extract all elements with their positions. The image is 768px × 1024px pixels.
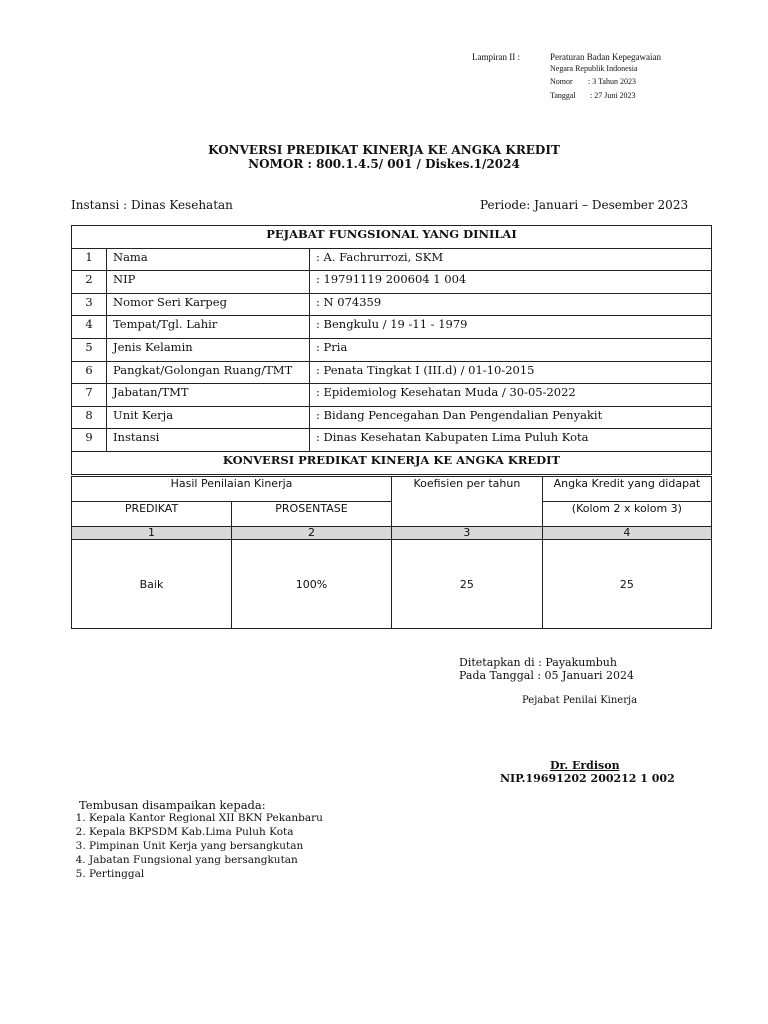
prosentase-value: 100% bbox=[232, 540, 392, 629]
ditetapkan-line: Ditetapkan di : Payakumbuh bbox=[459, 656, 617, 669]
document-title: KONVERSI PREDIKAT KINERJA KE ANGKA KREDIT bbox=[208, 143, 560, 157]
tembusan-heading: Tembusan disampaikan kepada: bbox=[79, 798, 266, 812]
row-number: 3 bbox=[72, 293, 107, 316]
row-number: 1 bbox=[72, 248, 107, 271]
tembusan-list bbox=[71, 811, 323, 881]
pejabat-penilai-label: Pejabat Penilai Kinerja bbox=[522, 695, 638, 706]
table-row bbox=[72, 271, 712, 294]
predikat-header: PREDIKAT bbox=[72, 502, 232, 527]
lampiran-line1: Peraturan Badan Kepegawaian bbox=[550, 52, 661, 62]
table-row bbox=[72, 248, 712, 271]
row-value: : A. Fachrurrozi, SKM bbox=[310, 248, 712, 271]
koefisien-value: 25 bbox=[392, 540, 543, 629]
row-number: 8 bbox=[72, 406, 107, 429]
row-number: 5 bbox=[72, 338, 107, 361]
table-row bbox=[72, 338, 712, 361]
row-value: : Penata Tingkat I (III.d) / 01-10-2015 bbox=[310, 361, 712, 384]
table-row bbox=[72, 361, 712, 384]
lampiran-tanggal-value: : 27 Juni 2023 bbox=[590, 91, 636, 100]
angka-kredit-header: Angka Kredit yang didapat bbox=[542, 477, 711, 502]
row-label: Jenis Kelamin bbox=[107, 338, 310, 361]
row-label: Pangkat/Golongan Ruang/TMT bbox=[107, 361, 310, 384]
table-row bbox=[72, 429, 712, 452]
table-row bbox=[72, 316, 712, 339]
row-number: 4 bbox=[72, 316, 107, 339]
signatory-name: Dr. Erdison bbox=[550, 759, 620, 772]
document-number: NOMOR : 800.1.4.5/ 001 / Diskes.1/2024 bbox=[248, 157, 520, 171]
pada-tanggal-line: Pada Tanggal : 05 Januari 2024 bbox=[459, 669, 635, 682]
row-label: Unit Kerja bbox=[107, 406, 310, 429]
lampiran-nomor-label: Nomor bbox=[550, 77, 573, 86]
row-value: : 19791119 200604 1 004 bbox=[310, 271, 712, 294]
prosentase-header: PROSENTASE bbox=[232, 502, 392, 527]
signatory-nip: NIP.19691202 200212 1 002 bbox=[500, 772, 675, 785]
row-value: : Dinas Kesehatan Kabupaten Lima Puluh Kota bbox=[310, 429, 712, 452]
col-number: 2 bbox=[232, 527, 392, 540]
row-number: 7 bbox=[72, 384, 107, 407]
row-value: : N 074359 bbox=[310, 293, 712, 316]
row-label: Nomor Seri Karpeg bbox=[107, 293, 310, 316]
list-item: 5. Pertinggal bbox=[89, 867, 323, 881]
row-value: : Epidemiolog Kesehatan Muda / 30-05-2022 bbox=[310, 384, 712, 407]
table-row bbox=[72, 406, 712, 429]
row-number: 2 bbox=[72, 271, 107, 294]
hasil-header: Hasil Penilaian Kinerja bbox=[72, 477, 392, 502]
predikat-value: Baik bbox=[72, 540, 232, 629]
row-label: Jabatan/TMT bbox=[107, 384, 310, 407]
konversi-section-header: KONVERSI PREDIKAT KINERJA KE ANGKA KREDIT bbox=[72, 451, 712, 474]
list-item: 4. Jabatan Fungsional yang bersangkutan bbox=[89, 853, 323, 867]
table-row bbox=[72, 293, 712, 316]
angka-kredit-value: 25 bbox=[542, 540, 711, 629]
pejabat-table bbox=[71, 225, 712, 475]
list-item: 3. Pimpinan Unit Kerja yang bersangkutan bbox=[89, 839, 323, 853]
periode-line: Periode: Januari – Desember 2023 bbox=[480, 198, 689, 212]
lampiran-line2: Negara Republik Indonesia bbox=[550, 64, 638, 73]
row-value: : Bengkulu / 19 -11 - 1979 bbox=[310, 316, 712, 339]
koefisien-header: Koefisien per tahun bbox=[392, 477, 543, 527]
lampiran-tanggal-label: Tanggal bbox=[550, 91, 576, 100]
pejabat-table-header: PEJABAT FUNGSIONAL YANG DINILAI bbox=[72, 226, 712, 249]
lampiran-label: Lampiran II : bbox=[472, 52, 520, 62]
row-value: : Bidang Pencegahan Dan Pengendalian Penyakit bbox=[310, 406, 712, 429]
konversi-table bbox=[71, 476, 712, 629]
row-number: 6 bbox=[72, 361, 107, 384]
table-row bbox=[72, 384, 712, 407]
kolom-note: (Kolom 2 x kolom 3) bbox=[542, 502, 711, 527]
list-item: 2. Kepala BKPSDM Kab.Lima Puluh Kota bbox=[89, 825, 323, 839]
row-label: Instansi bbox=[107, 429, 310, 452]
col-number: 3 bbox=[392, 527, 543, 540]
row-value: : Pria bbox=[310, 338, 712, 361]
row-label: Nama bbox=[107, 248, 310, 271]
list-item: 1. Kepala Kantor Regional XII BKN Pekanbaru bbox=[89, 811, 323, 825]
row-label: NIP bbox=[107, 271, 310, 294]
col-number: 1 bbox=[72, 527, 232, 540]
col-number: 4 bbox=[542, 527, 711, 540]
row-label: Tempat/Tgl. Lahir bbox=[107, 316, 310, 339]
lampiran-nomor-value: : 3 Tahun 2023 bbox=[588, 77, 636, 86]
row-number: 9 bbox=[72, 429, 107, 452]
instansi-line: Instansi : Dinas Kesehatan bbox=[71, 198, 233, 212]
